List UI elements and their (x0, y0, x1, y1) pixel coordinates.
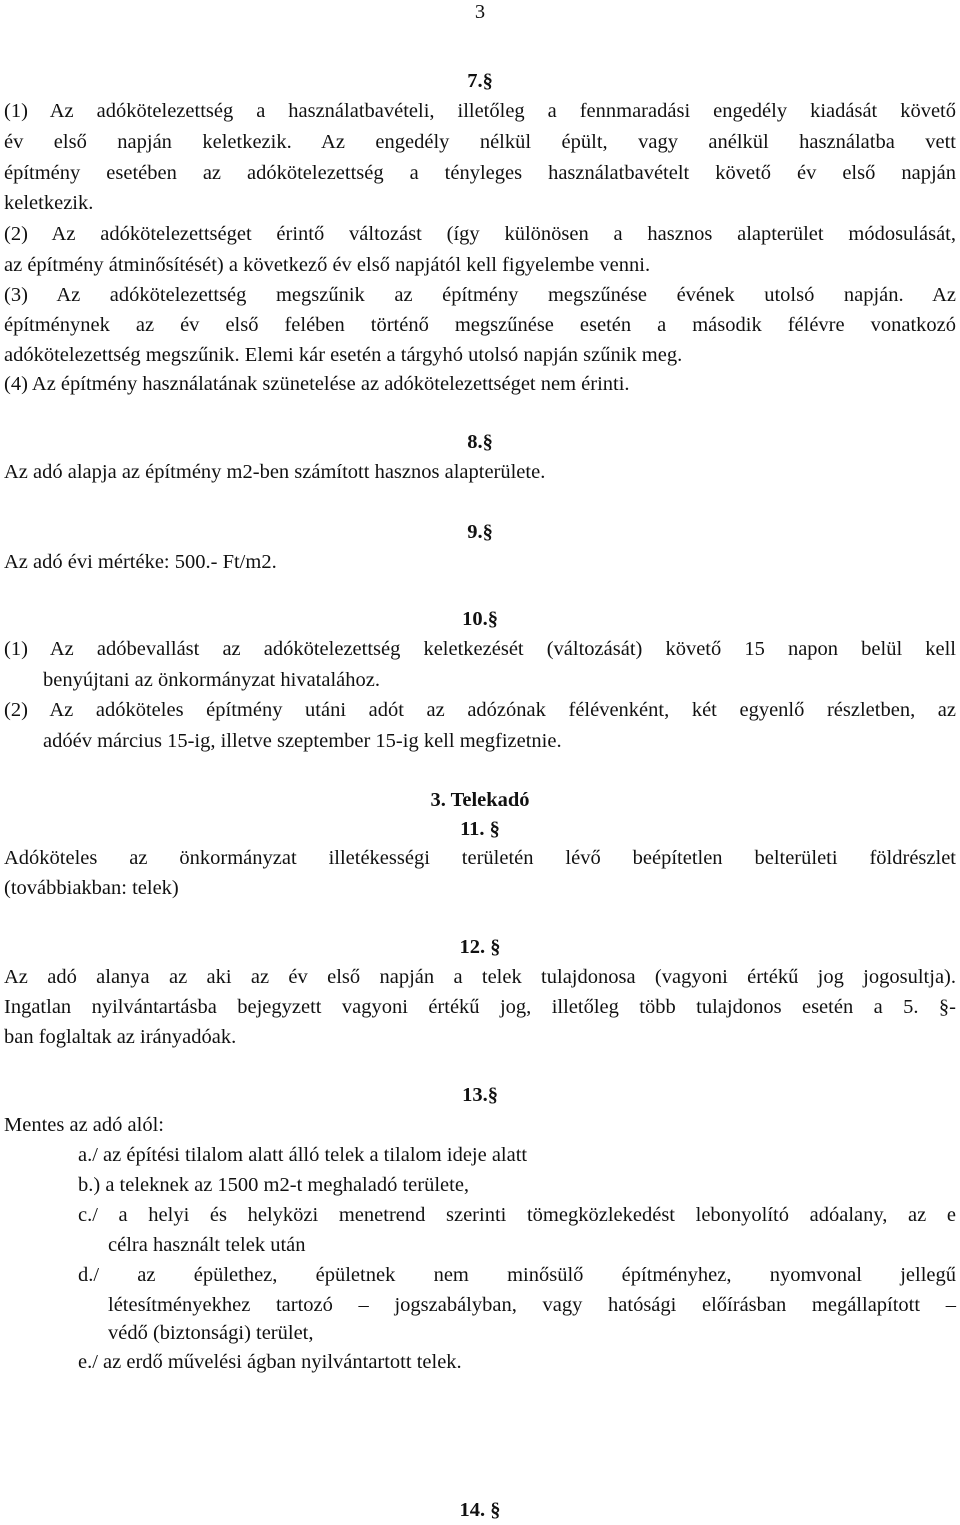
section-9-line-1: Az adó évi mértéke: 500.- Ft/m2. (4, 551, 277, 573)
section-7-line-4: keletkezik. (4, 192, 94, 214)
section-7-line-7: (3) Az adókötelezettség megszűnik az építmény megszűnése évének utolsó napján. Az (4, 284, 956, 306)
section-7-line-10: (4) Az építmény használatának szünetelése az adókötelezettséget nem érinti. (4, 373, 630, 395)
section-12-line-1: Az adó alanya az aki az év első napján a telek tulajdonosa (vagyoni értékű jog jogosultja). (4, 966, 956, 988)
section-12-line-3: ban foglaltak az irányadóak. (4, 1026, 237, 1048)
page-number: 3 (474, 1, 486, 23)
exemption-b: b.) a teleknek az 1500 m2-t meghaladó területe, (78, 1174, 470, 1196)
exemption-c-line-2: célra használt telek után (108, 1234, 306, 1256)
section-7-line-5: (2) Az adókötelezettséget érintő változást (így különösen a hasznos alapterület módosulását, (4, 223, 956, 245)
section-7-line-8: építménynek az év első felében történő megszűnése esetén a második félévre vonatkozó (4, 314, 956, 336)
exemption-e: e./ az erdő művelési ágban nyilvántartott telek. (78, 1351, 462, 1373)
section-12-line-2: Ingatlan nyilvántartásba bejegyzett vagyoni értékű jog, illetőleg több tulajdonos esetén a 5. §- (4, 996, 956, 1018)
section-11-line-1: Adóköteles az önkormányzat illetékességi területén lévő beépítetlen belterületi földrészlet (4, 847, 956, 869)
exemption-c-line-1: c./ a helyi és helyközi menetrend szerinti tömegközlekedést lebonyolító adóalany, az e (78, 1204, 956, 1226)
section-7-line-1: (1) Az adókötelezettség a használatbavételi, illetőleg a fennmaradási engedély kiadását követő (4, 100, 956, 122)
section-8-line-1: Az adó alapja az építmény m2-ben számított hasznos alapterülete. (4, 461, 546, 483)
section-7-line-3: építmény esetében az adókötelezettség a tényleges használatbavételt követő év első napján (4, 162, 956, 184)
section-7-line-9: adókötelezettség megszűnik. Elemi kár esetén a tárgyhó utolsó napján szűnik meg. (4, 344, 683, 366)
section-14-heading: 14. § (459, 1499, 501, 1521)
section-9-heading: 9.§ (467, 521, 493, 543)
exemption-a: a./ az építési tilalom alatt álló telek a tilalom ideje alatt (78, 1144, 528, 1166)
section-11-line-2: (továbbiakban: telek) (4, 877, 179, 899)
section-10-line-3: (2) Az adóköteles építmény utáni adót az adózónak félévenként, két egyenlő részletben, az (4, 699, 956, 721)
section-13-heading: 13.§ (462, 1084, 498, 1106)
section-8-heading: 8.§ (467, 431, 493, 453)
section-7-line-6: az építmény átminősítését) a következő év első napjától kell figyelembe venni. (4, 254, 651, 276)
section-10-heading: 10.§ (462, 608, 498, 630)
exemption-d-line-1: d./ az épülethez, épületnek nem minősülő építményhez, nyomvonal jellegű (78, 1264, 956, 1286)
section-12-heading: 12. § (459, 936, 501, 958)
section-7-heading: 7.§ (467, 70, 493, 92)
section-7-line-2: év első napján keletkezik. Az engedély nélkül épült, vagy anélkül használatba vett (4, 131, 956, 153)
section-10-line-1: (1) Az adóbevallást az adókötelezettség keletkezését (változását) követő 15 napon belül kell (4, 638, 956, 660)
section-11-heading: 11. § (460, 818, 500, 840)
telekado-heading: 3. Telekadó (430, 789, 530, 811)
section-13-intro: Mentes az adó alól: (4, 1114, 164, 1136)
section-10-line-2: benyújtani az önkormányzat hivatalához. (43, 669, 380, 691)
exemption-d-line-2: létesítményekhez tartozó – jogszabályban, vagy hatósági előírásban megállapított – (108, 1294, 956, 1316)
section-10-line-4: adóév március 15-ig, illetve szeptember 15-ig kell megfizetnie. (43, 730, 562, 752)
exemption-d-line-3: védő (biztonsági) terület, (108, 1322, 314, 1344)
